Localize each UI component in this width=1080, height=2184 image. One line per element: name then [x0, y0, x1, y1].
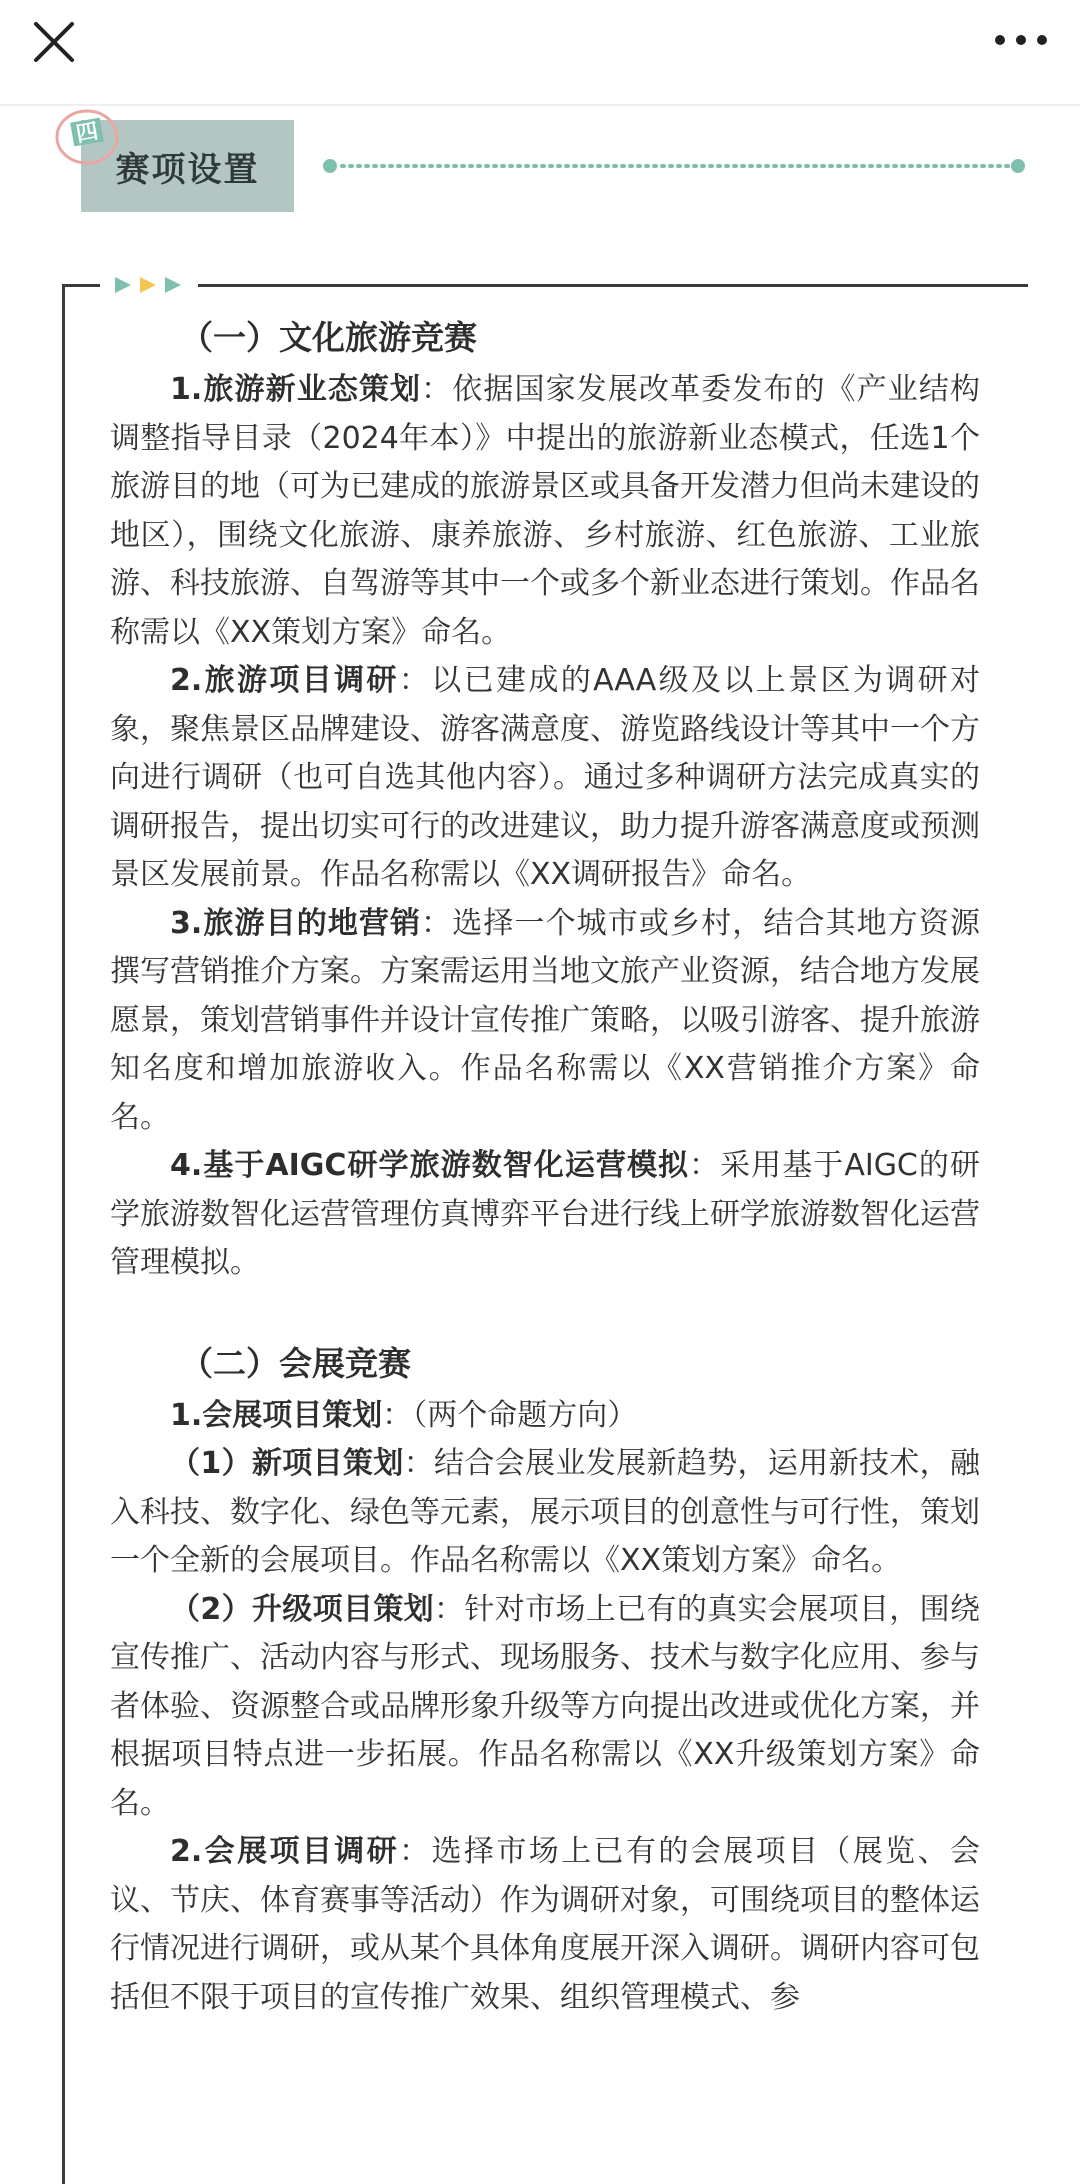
paragraph-item	[110, 1142, 980, 1288]
paragraph-item	[110, 1392, 980, 1441]
item-label: 3.旅游目的地营销	[170, 905, 422, 941]
item-label: （2）升级项目策划	[170, 1591, 435, 1627]
item-text: ：采用基于AIGC的研学旅游数智化运营管理仿真博弈平台进行线上研学旅游数智化运营管理模拟。	[110, 1148, 980, 1280]
item-label: 1.旅游新业态策划	[170, 372, 422, 407]
frame-top-border-left	[62, 284, 100, 287]
item-label: 4.基于AIGC研学旅游数智化运营模拟	[170, 1148, 690, 1183]
decorative-dotted-line	[322, 154, 1026, 178]
top-toolbar	[0, 0, 1080, 106]
item-label: （1）新项目策划	[170, 1446, 404, 1481]
paragraph-item	[110, 900, 980, 1143]
paragraph-item	[110, 1440, 980, 1586]
item-text: ：（两个命题方向）	[382, 1397, 638, 1433]
item-text: ：针对市场上已有的真实会展项目，围绕宣传推广、活动内容与形式、现场服务、技术与数字化应用、参与者体验、资源整合或品牌形象升级等方向提出改进或优化方案，并根据项目特点进一步拓展。作品名称需以《XX升级策划方案》命名。	[110, 1591, 981, 1821]
category-heading: （二）会展竞赛	[180, 1343, 411, 1383]
item-label: 2.会展项目调研	[170, 1834, 400, 1869]
item-label: 2.旅游项目调研	[170, 663, 399, 698]
paragraph-item	[110, 1586, 980, 1829]
decorative-arrows-icon	[113, 272, 185, 298]
more-icon[interactable]	[992, 24, 1050, 56]
article-content	[110, 310, 980, 2022]
item-text: ：结合会展业发展新趋势，运用新技术，融入科技、数字化、绿色等元素，展示项目的创意性与可行性，策划一个全新的会展项目。作品名称需以《XX策划方案》命名。	[110, 1446, 981, 1578]
section-header	[0, 104, 1080, 224]
section-number-stamp	[52, 106, 122, 168]
frame-top-border-right	[198, 284, 1028, 287]
section-number: 四	[74, 119, 101, 148]
section-title: 赛项设置	[81, 120, 294, 212]
item-text: ：以已建成的AAA级及以上景区为调研对象，聚焦景区品牌建设、游客满意度、游览路线设计等其中一个方向进行调研（也可自选其他内容）。通过多种调研方法完成真实的调研报告，提出切实可行的改进建议，助力提升游客满意度或预测景区发展前景。作品名称需以《XX调研报告》命名。	[110, 663, 980, 892]
item-text: ：选择一个城市或乡村，结合其地方资源撰写营销推介方案。方案需运用当地文旅产业资源，结合地方发展愿景，策划营销事件并设计宣传推广策略，以吸引游客、提升旅游知名度和增加旅游收入。作品名称需以《XX营销推介方案》命名。	[110, 905, 980, 1135]
paragraph-item	[110, 1828, 980, 2022]
category-heading: （一）文化旅游竞赛	[180, 318, 477, 357]
close-icon[interactable]	[30, 18, 78, 66]
paragraph-item	[110, 657, 980, 900]
item-label: 1.会展项目策划	[170, 1397, 383, 1433]
section-spacer	[110, 1288, 980, 1336]
item-text: ：选择市场上已有的会展项目（展览、会议、节庆、体育赛事等活动）作为调研对象，可围绕项目的整体运行情况进行调研，或从某个具体角度展开深入调研。调研内容可包括但不限于项目的宣传推广效果、组织管理模式、参	[110, 1834, 980, 2015]
item-text: ：依据国家发展改革委发布的《产业结构调整指导目录（2024年本）》中提出的旅游新业态模式，任选1个旅游目的地（可为已建成的旅游景区或具备开发潜力但尚未建设的地区），围绕文化旅游、康养旅游、乡村旅游、红色旅游、工业旅游、科技旅游、自驾游等其中一个或多个新业态进行策划。作品名称需以《XX策划方案》命名。	[110, 372, 980, 650]
paragraph-item	[110, 366, 980, 657]
